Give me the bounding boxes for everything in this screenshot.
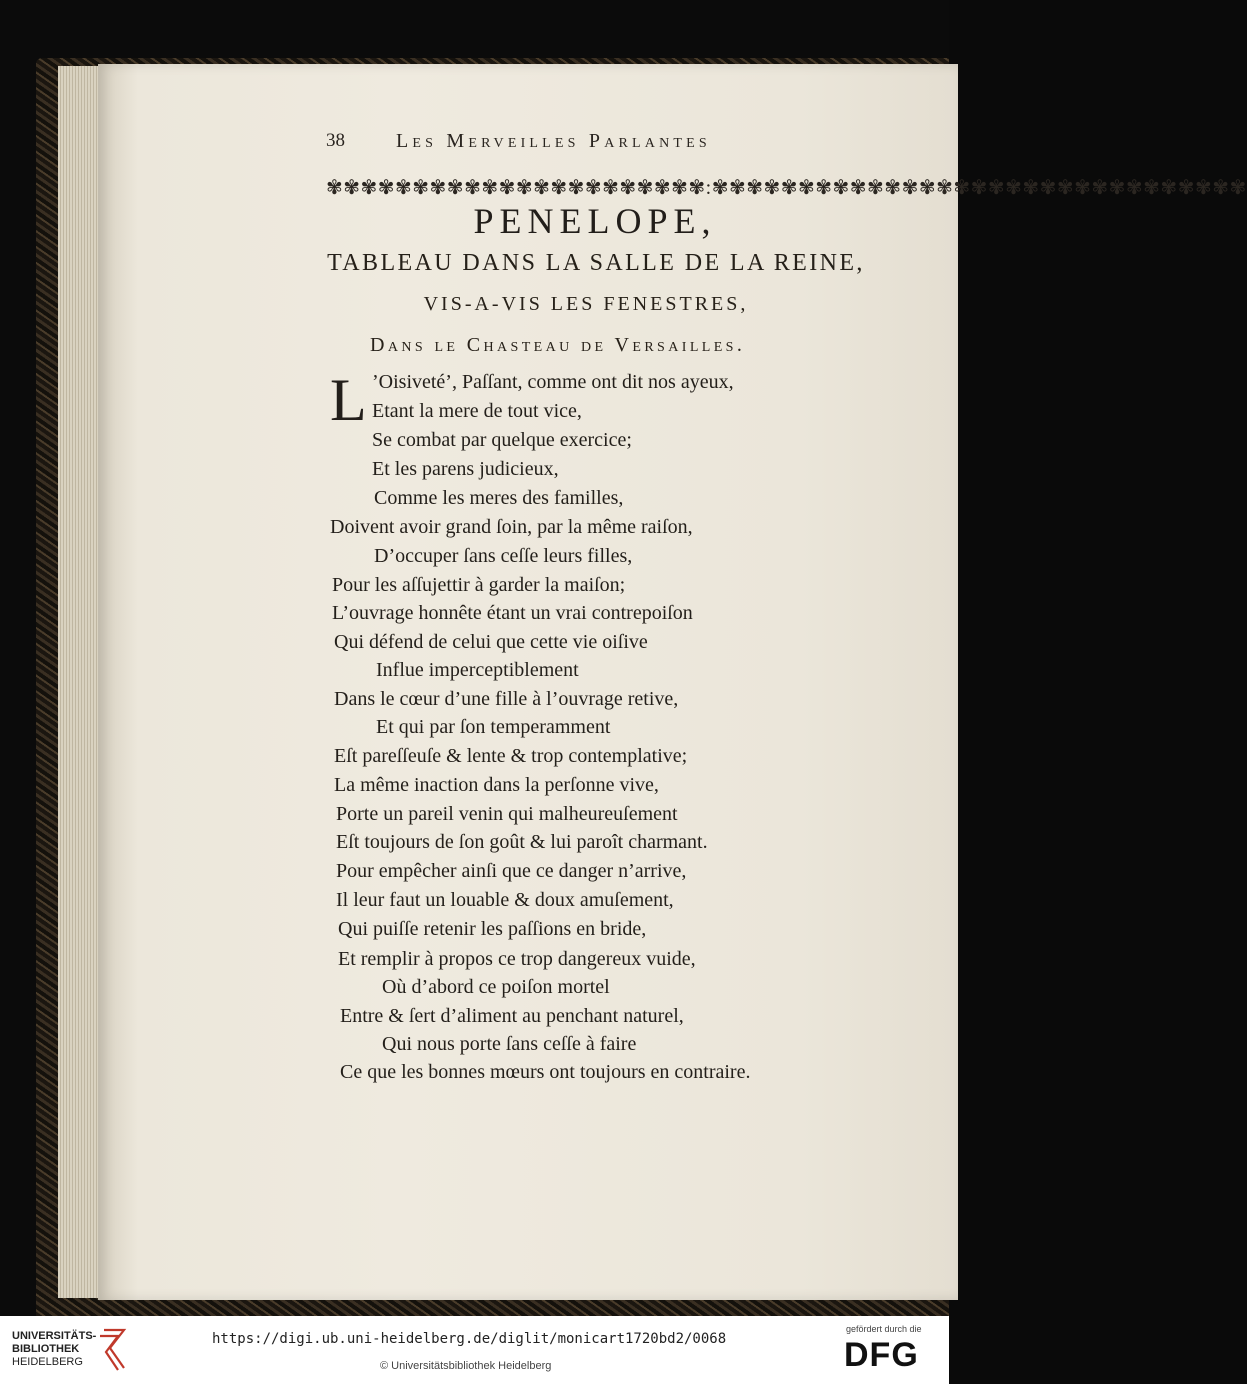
poem-line: Qui nous porte ſans ceſſe à faire — [382, 1033, 637, 1055]
drop-cap: L — [330, 367, 367, 433]
poem-line: Eſt pareſſeuſe & lente & trop contemplative; — [334, 745, 688, 767]
poem-line: Influe imperceptiblement — [376, 659, 579, 681]
library-name-line: HEIDELBERG — [12, 1356, 83, 1368]
poem-line: Eſt toujours de ſon goût & lui paroît charmant. — [336, 831, 708, 853]
poem-line: Doivent avoir grand ſoin, par la même raiſon, — [330, 516, 693, 538]
poem-line: Où d’abord ce poiſon mortel — [382, 976, 610, 998]
poem-line: Ce que les bonnes mœurs ont toujours en contraire. — [340, 1061, 751, 1083]
poem-line: La même inaction dans la perſonne vive, — [334, 774, 659, 796]
poem-line: Il leur faut un louable & doux amuſement, — [336, 889, 674, 911]
poem-line: Et les parens judicieux, — [372, 458, 559, 480]
running-header — [326, 130, 806, 160]
viewer-footer — [0, 1316, 949, 1384]
library-logo[interactable] — [12, 1330, 96, 1369]
library-name-line: UNIVERSITÄTS- — [12, 1330, 97, 1342]
poem-line: Dans le cœur d’une fille à l’ouvrage retive, — [334, 688, 679, 710]
page-title: PENELOPE, — [473, 201, 717, 241]
library-name-line: BIBLIOTHEK — [12, 1343, 80, 1355]
poem-line: Se combat par quelque exercice; — [372, 429, 632, 451]
ornament-band: ✾✾✾✾✾✾✾✾✾✾✾✾✾✾✾✾✾✾✾✾✾✾:✾✾✾✾✾✾✾✾✾✾✾✾✾✾✾✾✾✾✾✾✾✾✾✾✾✾✾✾✾✾✾ — [326, 177, 1247, 199]
poem-line: Et remplir à propos ce trop dangereux vuide, — [338, 948, 696, 970]
running-title: Les Merveilles Parlantes — [396, 130, 711, 152]
poem-line: Entre & ſert d’aliment au penchant naturel, — [340, 1005, 684, 1027]
subtitle-line-3: Dans le Chasteau de Versailles. — [370, 334, 746, 356]
poem-line: Comme les meres des familles, — [374, 487, 624, 509]
copyright-notice: © Universitätsbibliothek Heidelberg — [380, 1360, 552, 1372]
poem-line: Pour les aſſujettir à garder la maiſon; — [332, 574, 626, 596]
poem-line: L’ouvrage honnête étant un vrai contrepoiſon — [332, 602, 693, 624]
subtitle-line-2: VIS-A-VIS LES FENESTRES, — [423, 293, 749, 315]
subtitle-line-1: TABLEAU DANS LA SALLE DE LA REINE, — [327, 250, 865, 276]
poem-line: Pour empêcher ainſi que ce danger n’arrive, — [336, 860, 687, 882]
permalink-url[interactable]: https://digi.ub.uni-heidelberg.de/diglit/monicart1720bd2/0068 — [212, 1331, 727, 1347]
library-logo-icon — [98, 1326, 130, 1372]
poem-line: Qui puiſſe retenir les paſſions en bride, — [338, 918, 647, 940]
poem-line: D’occuper ſans ceſſe leurs filles, — [374, 545, 633, 567]
dfg-logo[interactable]: DFG — [844, 1336, 919, 1374]
poem-line: ’Oisiveté’, Paſſant, comme ont dit nos ayeux, — [372, 371, 734, 393]
funded-by-label: gefördert durch die — [846, 1324, 922, 1334]
page-number: 38 — [326, 130, 345, 151]
poem-line: Etant la mere de tout vice, — [372, 400, 582, 422]
poem-line: Qui défend de celui que cette vie oiſive — [334, 631, 648, 653]
poem-line: Et qui par ſon temperamment — [376, 716, 611, 738]
poem-line: Porte un pareil venin qui malheureuſement — [336, 803, 678, 825]
